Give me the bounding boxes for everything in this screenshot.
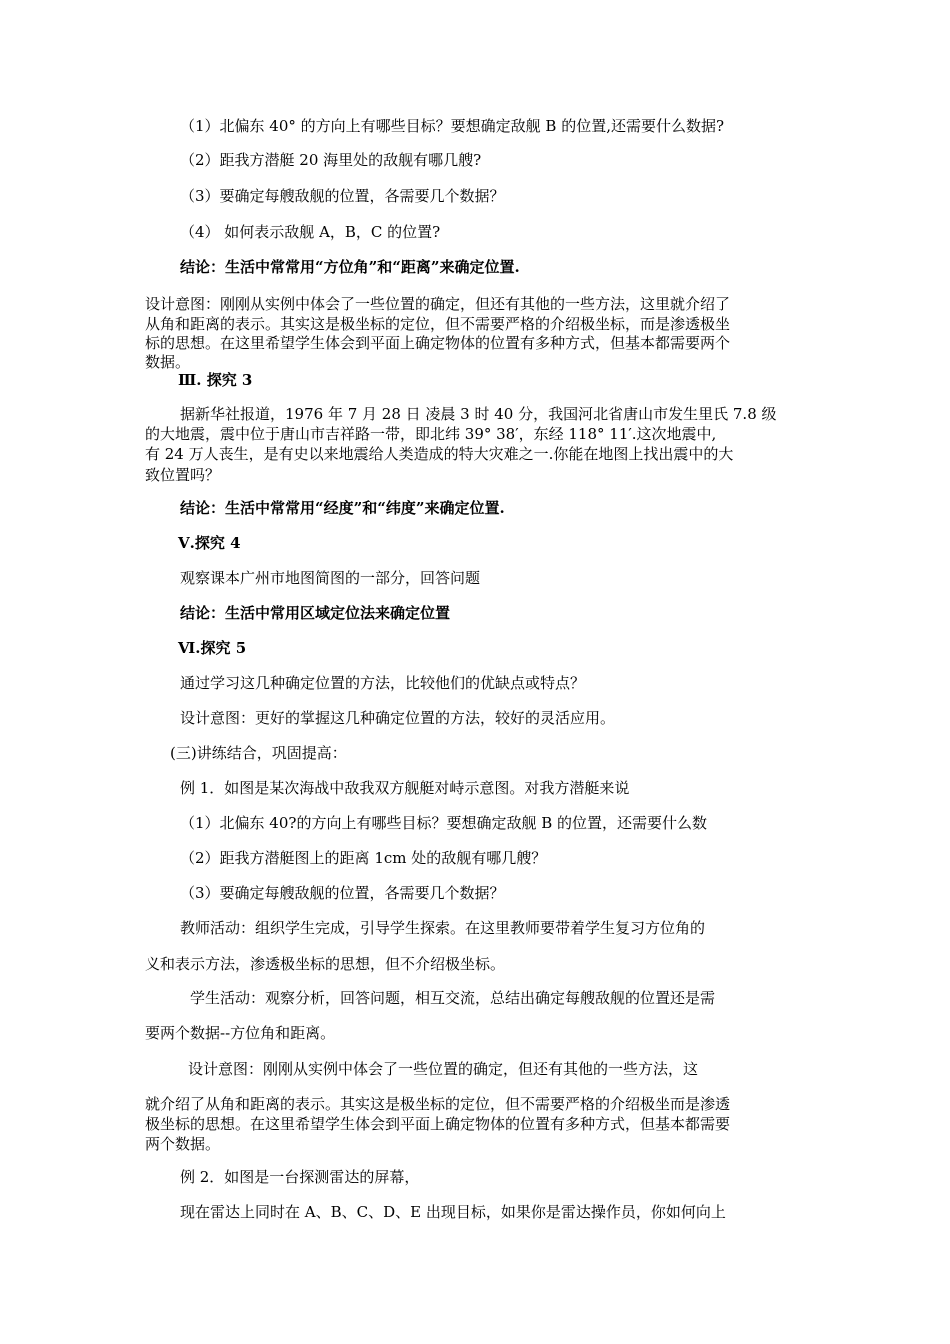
example-1-question-3: （3）要确定每艘敌舰的位置，各需要几个数据？ [180,884,505,902]
conclusion-longitude-latitude: 结论：生活中常常用“经度”和“纬度”来确定位置. [180,499,505,517]
observe-map-text: 观察课本广州市地图简图的一部分，回答问题 [180,569,481,587]
heading-explore-5: Ⅵ.探究 5 [178,639,247,657]
design-intent-3-line-1: 设计意图：刚刚从实例中体会了一些位置的确定，但还有其他的一些方法，这 [188,1060,699,1078]
heading-explore-3: Ⅲ. 探究 3 [178,371,253,389]
design-intent-1-line-4: 数据。 [145,353,191,371]
heading-explore-4: Ⅴ.探究 4 [178,534,241,552]
teacher-activity-line-2: 义和表示方法，渗透极坐标的思想，但不介绍极坐标。 [145,955,506,973]
example-1-question-2: （2）距我方潜艇图上的距离 1cm 处的敌舰有哪几艘？ [180,849,547,867]
design-intent-2: 设计意图：更好的掌握这几种确定位置的方法，较好的灵活应用。 [180,709,616,727]
conclusion-region: 结论：生活中常用区域定位法来确定位置 [180,604,451,622]
conclusion-azimuth-distance: 结论：生活中常常用“方位角”和“距离”来确定位置. [180,258,520,276]
news-line-2: 的大地震，震中位于唐山市吉祥路一带，即北纬 39° 38′，东经 118° 11′.这次地震中, [145,425,717,443]
section-three-heading: (三)讲练结合，巩固提高： [170,744,347,762]
student-activity-line-2: 要两个数据--方位角和距离。 [145,1024,336,1042]
student-activity-line-1: 学生活动：观察分析，回答问题，相互交流，总结出确定每艘敌舰的位置还是需 [190,989,716,1007]
question-2: （2）距我方潜艇 20 海里处的敌舰有哪几艘? [180,151,482,169]
example-1-question-1: （1）北偏东 40?的方向上有哪些目标？要想确定敌舰 B 的位置，还需要什么数 [180,814,708,832]
question-3: （3）要确定每艘敌舰的位置，各需要几个数据？ [180,187,505,205]
news-line-3: 有 24 万人丧生，是有史以来地震给人类造成的特大灾难之一.你能在地图上找出震中的大 [145,445,734,463]
design-intent-3-line-4: 两个数据。 [145,1135,221,1153]
design-intent-1-line-3: 标的思想。在这里希望学生体会到平面上确定物体的位置有多种方式，但基本都需要两个 [145,334,731,352]
design-intent-1-line-1: 设计意图：刚刚从实例中体会了一些位置的确定，但还有其他的一些方法，这里就介绍了 [145,295,731,313]
radar-text: 现在雷达上同时在 A、B、C、D、E 出现目标，如果你是雷达操作员，你如何向上 [180,1203,726,1221]
design-intent-3-line-2: 就介绍了从角和距离的表示。其实这是极坐标的定位，但不需要严格的介绍极坐而是渗透 [145,1095,731,1113]
design-intent-1-line-2: 从角和距离的表示。其实这是极坐标的定位，但不需要严格的介绍极坐标，而是渗透极坐 [145,315,731,333]
example-2: 例 2．如图是一台探测雷达的屏幕， [180,1168,420,1186]
question-4: （4） 如何表示敌舰 A，B，C 的位置? [180,223,441,241]
example-1: 例 1．如图是某次海战中敌我双方舰艇对峙示意图。对我方潜艇来说 [180,779,630,797]
design-intent-3-line-3: 极坐标的思想。在这里希望学生体会到平面上确定物体的位置有多种方式，但基本都需要 [145,1115,731,1133]
teacher-activity-line-1: 教师活动：组织学生完成，引导学生探索。在这里教师要带着学生复习方位角的 [180,919,706,937]
news-line-1: 据新华社报道，1976 年 7 月 28 日 凌晨 3 时 40 分，我国河北省唐山市发生里氏 7.8 级 [180,405,777,423]
question-1: （1）北偏东 40° 的方向上有哪些目标？要想确定敌舰 B 的位置,还需要什么数据? [180,117,725,135]
compare-methods-text: 通过学习这几种确定位置的方法，比较他们的优缺点或特点？ [180,674,586,692]
news-line-4: 致位置吗？ [145,466,221,484]
